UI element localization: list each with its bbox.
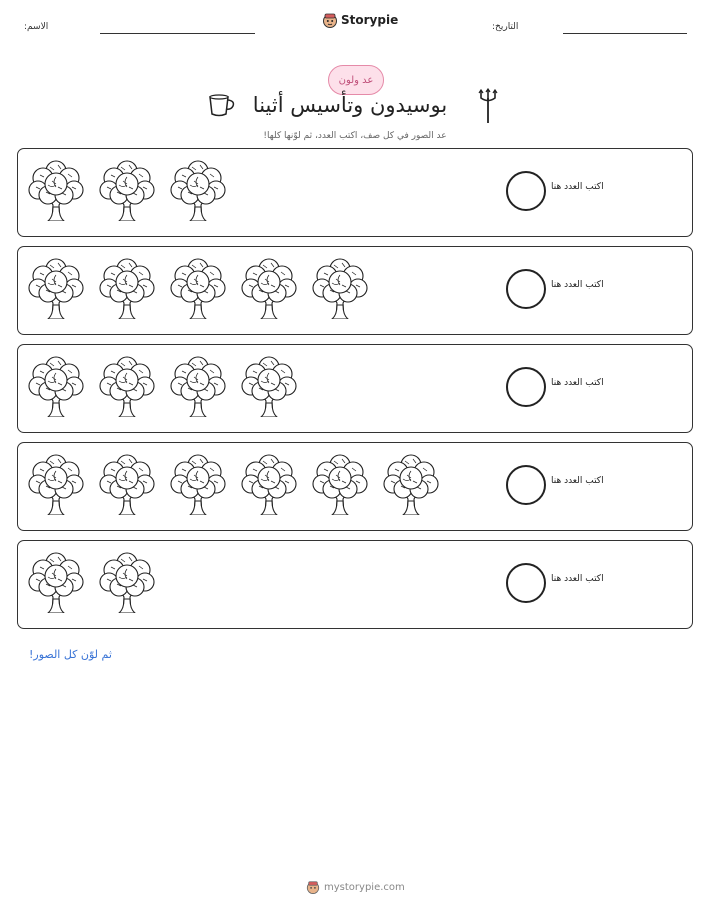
tree-icon (312, 451, 368, 515)
counting-row (17, 344, 693, 433)
storypie-logo-icon (322, 12, 338, 28)
answer-circle[interactable] (506, 171, 546, 211)
answer-label: اكتب العدد هنا (551, 182, 604, 192)
answer-circle[interactable] (506, 269, 546, 309)
tree-icon (99, 255, 155, 319)
brand-name: Storypie (341, 13, 399, 27)
tree-icon (170, 157, 226, 221)
counting-row (17, 442, 693, 531)
date-field-line[interactable] (563, 33, 687, 34)
date-label: التاريخ: (492, 22, 519, 32)
tree-group (28, 255, 368, 319)
tree-icon (312, 255, 368, 319)
tree-icon (28, 353, 84, 417)
tree-icon (170, 255, 226, 319)
answer-label: اكتب العدد هنا (551, 476, 604, 486)
tree-group (28, 157, 226, 221)
name-field-line[interactable] (100, 33, 255, 34)
color-all-note: ثم لوّن كل الصور! (29, 648, 112, 661)
tree-icon (170, 353, 226, 417)
answer-circle[interactable] (506, 367, 546, 407)
brand-logo (322, 12, 398, 28)
tree-icon (99, 353, 155, 417)
site-footer (306, 880, 405, 894)
worksheet-title: بوسيدون وتأسيس أثينا (252, 93, 448, 117)
trident-icon (478, 88, 498, 124)
counting-row (17, 540, 693, 629)
tree-icon (170, 451, 226, 515)
tree-group (28, 451, 439, 515)
tree-icon (99, 549, 155, 613)
tree-icon (383, 451, 439, 515)
tree-icon (28, 157, 84, 221)
tree-group (28, 549, 155, 613)
tree-icon (241, 255, 297, 319)
answer-label: اكتب العدد هنا (551, 378, 604, 388)
name-label: الاسم: (24, 22, 49, 32)
tree-icon (99, 451, 155, 515)
worksheet-header (0, 0, 709, 46)
counting-row (17, 148, 693, 237)
counting-row (17, 246, 693, 335)
answer-label: اكتب العدد هنا (551, 280, 604, 290)
tree-icon (28, 255, 84, 319)
answer-circle[interactable] (506, 563, 546, 603)
tree-icon (28, 451, 84, 515)
answer-label: اكتب العدد هنا (551, 574, 604, 584)
storypie-logo-icon (306, 880, 320, 894)
activity-badge: عد ولون (328, 65, 384, 95)
instructions: عد الصور في كل صف، اكتب العدد، ثم لوّنها كلها! (263, 131, 447, 141)
tree-icon (241, 353, 297, 417)
answer-circle[interactable] (506, 465, 546, 505)
tree-icon (28, 549, 84, 613)
tree-icon (99, 157, 155, 221)
tree-group (28, 353, 297, 417)
tree-icon (241, 451, 297, 515)
site-url: mystorypie.com (324, 881, 405, 893)
